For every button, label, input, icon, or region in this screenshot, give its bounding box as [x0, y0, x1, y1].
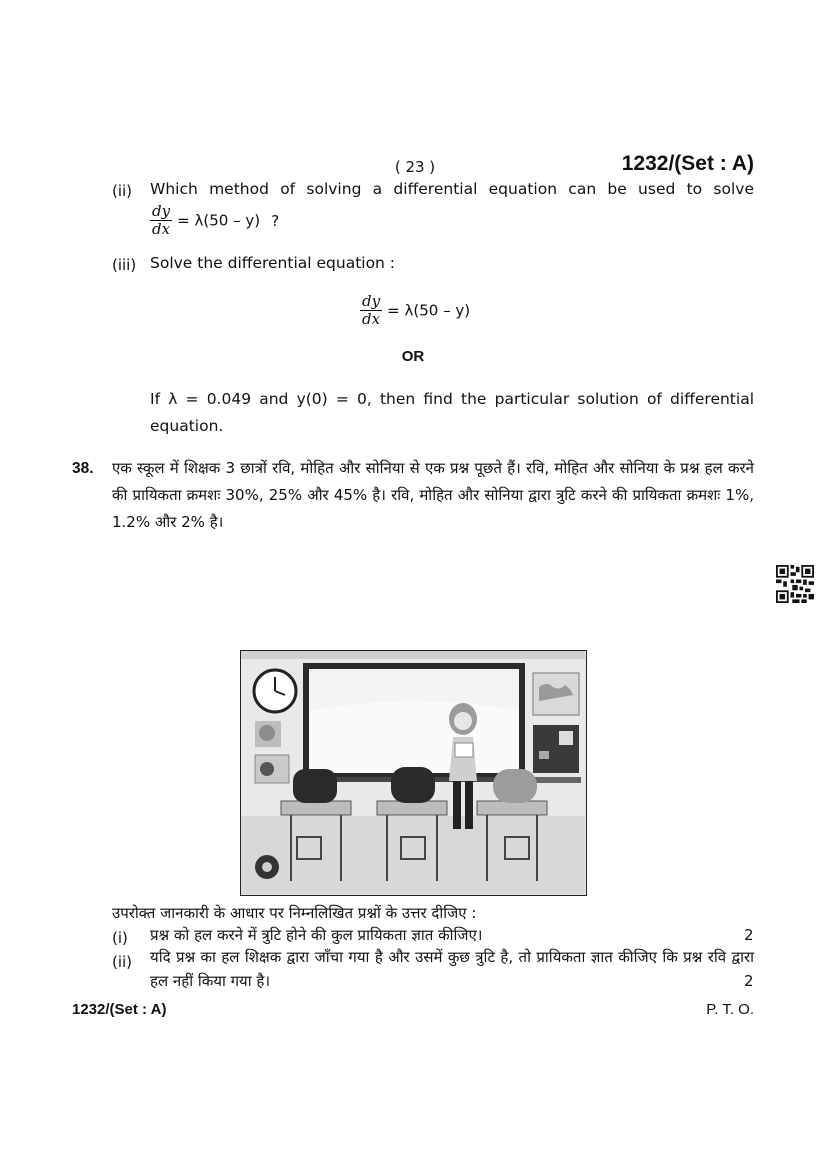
subpart-label-ii-hindi: (ii): [112, 953, 133, 971]
q37-ii-equation: [150, 203, 279, 238]
fraction: [150, 203, 172, 238]
pto-label: P. T. O.: [706, 1001, 754, 1018]
subpart-label-i: (i): [112, 929, 128, 947]
equation-rhs: = λ(50 – y): [177, 211, 261, 230]
subpart-label-iii: (iii): [112, 256, 137, 274]
q38-intro: उपरोक्त जानकारी के आधार पर निम्नलिखित प्रश्नों के उत्तर दीजिए :: [112, 904, 477, 922]
q37-iii-equation: [360, 293, 470, 328]
page-number: ( 23 ): [394, 158, 436, 176]
q38-text: एक स्कूल में शिक्षक 3 छात्रों रवि, मोहित और सोनिया से एक प्रश्न पूछते हैं। रवि, मोहित और सोनिया के प्रश्न हल करने की प्रायिकता क्रमशः 30%, 25% और 45% है। रवि, मोहित और सोनिया द्वारा त्रुटि करने की प्रायिकता क्रमशः 1%, 1.2% और 2% है।: [112, 459, 754, 531]
q37-ii-text: Which method of solving a differential equation can be used to solve: [150, 180, 754, 198]
classroom-illustration: [240, 650, 587, 896]
classroom-scene-image: [241, 651, 585, 894]
q38-part-i-text: प्रश्न को हल करने में त्रुटि होने की कुल प्रायिकता ज्ञात कीजिए।: [150, 926, 483, 944]
fraction-numerator: dy: [362, 292, 381, 310]
qr-code-icon: [776, 565, 814, 603]
set-code-header: 1232/(Set : A): [621, 152, 754, 175]
marks-part-ii: 2: [744, 972, 754, 990]
subpart-label-ii: (ii): [112, 182, 133, 200]
fraction-denominator: dx: [152, 220, 171, 238]
q37-iii-text: Solve the differential equation :: [150, 254, 396, 272]
q37-alternative-text: If λ = 0.049 and y(0) = 0, then find the particular solution of differential equation.: [150, 390, 754, 435]
fraction-denominator: dx: [362, 310, 381, 328]
q38-part-ii-text: यदि प्रश्न का हल शिक्षक द्वारा जाँचा गया है और उसमें कुछ त्रुटि है, तो प्रायिकता ज्ञात कीजिए कि प्रश्न रवि द्वारा हल नहीं किया गया है।: [150, 948, 754, 990]
or-separator: OR: [401, 348, 425, 365]
question-mark: ?: [271, 211, 280, 230]
equation-rhs: = λ(50 – y): [387, 301, 471, 320]
set-code-footer: 1232/(Set : A): [72, 1001, 167, 1018]
question-number-38: 38.: [72, 460, 94, 477]
fraction: [360, 293, 382, 328]
marks-part-i: 2: [744, 926, 754, 944]
fraction-numerator: dy: [152, 202, 171, 220]
